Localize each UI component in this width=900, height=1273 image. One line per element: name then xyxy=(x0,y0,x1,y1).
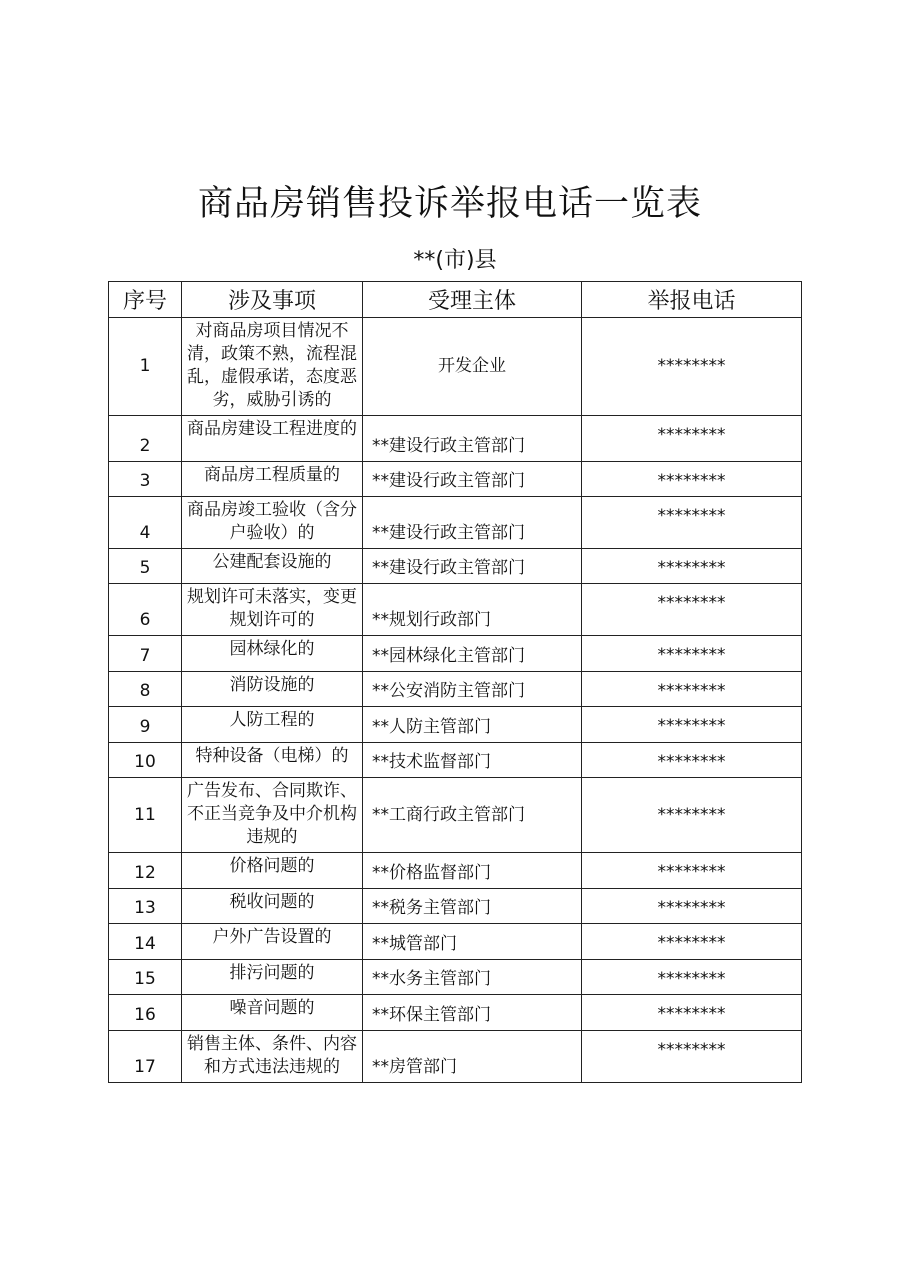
row-phone: ******** xyxy=(582,960,802,995)
table-row xyxy=(109,778,802,853)
row-phone: ******** xyxy=(582,636,802,672)
complaint-hotline-table xyxy=(108,281,802,1083)
row-item: 商品房工程质量的 xyxy=(182,462,363,497)
row-body: **园林绿化主管部门 xyxy=(363,636,582,672)
row-number: 4 xyxy=(109,497,182,549)
row-phone: ******** xyxy=(582,462,802,497)
row-item: 广告发布、合同欺诈、不正当竞争及中介机构违规的 xyxy=(182,778,363,853)
row-item: 商品房建设工程进度的 xyxy=(182,416,363,462)
header-phone: 举报电话 xyxy=(582,282,802,318)
row-body: **人防主管部门 xyxy=(363,707,582,743)
row-item: 公建配套设施的 xyxy=(182,549,363,584)
row-phone: ******** xyxy=(582,995,802,1031)
row-number: 11 xyxy=(109,778,182,853)
row-phone: ******** xyxy=(582,318,802,416)
row-phone: ******** xyxy=(582,743,802,778)
table-row xyxy=(109,672,802,707)
row-item: 户外广告设置的 xyxy=(182,924,363,960)
table-header-row xyxy=(109,282,802,318)
table-row xyxy=(109,924,802,960)
row-number: 6 xyxy=(109,584,182,636)
row-body: **建设行政主管部门 xyxy=(363,497,582,549)
row-item: 排污问题的 xyxy=(182,960,363,995)
row-phone: ******** xyxy=(582,778,802,853)
row-body: **工商行政主管部门 xyxy=(363,778,582,853)
table-row xyxy=(109,960,802,995)
row-phone: ******** xyxy=(582,707,802,743)
row-phone: ******** xyxy=(582,416,802,462)
row-phone: ******** xyxy=(582,497,802,549)
row-item: 规划许可未落实，变更规划许可的 xyxy=(182,584,363,636)
table-row xyxy=(109,549,802,584)
page-title: 商品房销售投诉举报电话一览表 xyxy=(197,184,702,224)
page-subtitle: **(市)县 xyxy=(413,248,497,273)
row-item: 噪音问题的 xyxy=(182,995,363,1031)
row-number: 16 xyxy=(109,995,182,1031)
row-item: 人防工程的 xyxy=(182,707,363,743)
row-body: **城管部门 xyxy=(363,924,582,960)
row-body: **房管部门 xyxy=(363,1031,582,1083)
row-number: 8 xyxy=(109,672,182,707)
row-body: **环保主管部门 xyxy=(363,995,582,1031)
row-body: **水务主管部门 xyxy=(363,960,582,995)
row-item: 消防设施的 xyxy=(182,672,363,707)
table-row xyxy=(109,318,802,416)
table-row xyxy=(109,584,802,636)
row-item: 特种设备（电梯）的 xyxy=(182,743,363,778)
row-number: 12 xyxy=(109,853,182,889)
row-body: **建设行政主管部门 xyxy=(363,462,582,497)
row-item: 商品房竣工验收（含分户验收）的 xyxy=(182,497,363,549)
table-row xyxy=(109,462,802,497)
row-phone: ******** xyxy=(582,853,802,889)
row-body: **建设行政主管部门 xyxy=(363,549,582,584)
header-body: 受理主体 xyxy=(363,282,582,318)
header-item: 涉及事项 xyxy=(182,282,363,318)
row-item: 税收问题的 xyxy=(182,889,363,924)
table-row xyxy=(109,853,802,889)
row-body: 开发企业 xyxy=(363,318,582,416)
table-row xyxy=(109,889,802,924)
row-phone: ******** xyxy=(582,584,802,636)
row-number: 10 xyxy=(109,743,182,778)
row-phone: ******** xyxy=(582,672,802,707)
table-row xyxy=(109,995,802,1031)
row-number: 1 xyxy=(109,318,182,416)
table-row xyxy=(109,416,802,462)
row-number: 3 xyxy=(109,462,182,497)
row-number: 15 xyxy=(109,960,182,995)
row-number: 14 xyxy=(109,924,182,960)
row-body: **税务主管部门 xyxy=(363,889,582,924)
row-item: 价格问题的 xyxy=(182,853,363,889)
row-item: 对商品房项目情况不清，政策不熟，流程混乱，虚假承诺，态度恶劣，威胁引诱的 xyxy=(182,318,363,416)
table-row xyxy=(109,497,802,549)
header-no: 序号 xyxy=(109,282,182,318)
row-number: 9 xyxy=(109,707,182,743)
row-body: **技术监督部门 xyxy=(363,743,582,778)
row-body: **建设行政主管部门 xyxy=(363,416,582,462)
row-body: **价格监督部门 xyxy=(363,853,582,889)
row-item: 销售主体、条件、内容和方式违法违规的 xyxy=(182,1031,363,1083)
row-number: 5 xyxy=(109,549,182,584)
table-row xyxy=(109,1031,802,1083)
row-number: 13 xyxy=(109,889,182,924)
row-phone: ******** xyxy=(582,924,802,960)
table-row xyxy=(109,636,802,672)
row-body: **公安消防主管部门 xyxy=(363,672,582,707)
row-phone: ******** xyxy=(582,549,802,584)
row-number: 17 xyxy=(109,1031,182,1083)
table-row xyxy=(109,743,802,778)
row-phone: ******** xyxy=(582,1031,802,1083)
table-row xyxy=(109,707,802,743)
row-body: **规划行政部门 xyxy=(363,584,582,636)
row-number: 7 xyxy=(109,636,182,672)
row-item: 园林绿化的 xyxy=(182,636,363,672)
row-number: 2 xyxy=(109,416,182,462)
row-phone: ******** xyxy=(582,889,802,924)
